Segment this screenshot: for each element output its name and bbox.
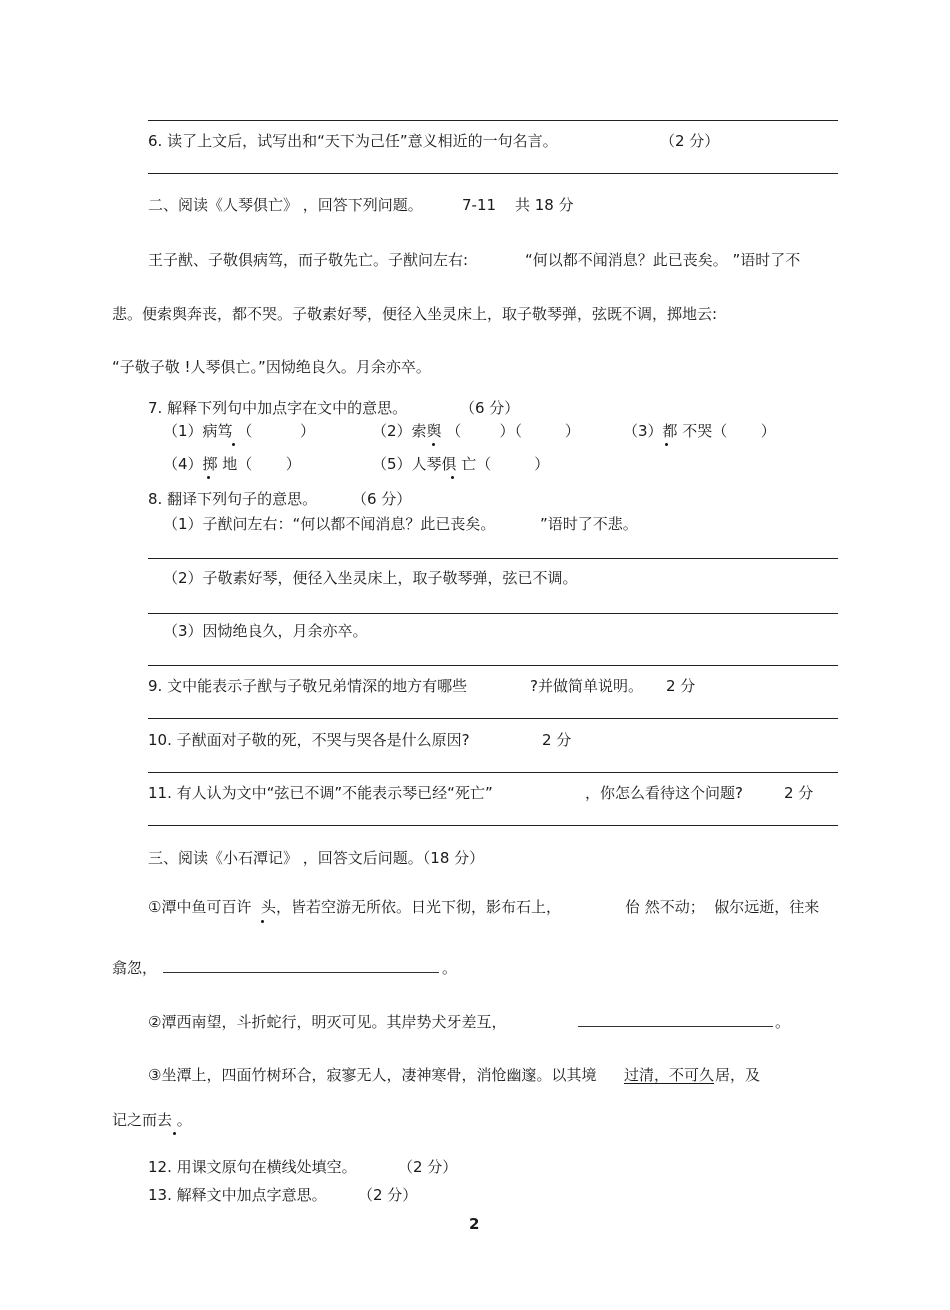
fill-blank[interactable] [578, 1026, 773, 1027]
answer-line [148, 558, 838, 559]
question-10: 10. 子猷面对子敬的死，不哭与哭各是什么原因? [148, 731, 470, 749]
passage-line: 王子猷、子敬俱病笃，而子敬先亡。子猷问左右: [148, 251, 469, 269]
question-7: 7. 解释下列句中加点字在文中的意思。 [148, 399, 408, 417]
passage-line: ②潭西南望，斗折蛇行，明灭可见。其岸势犬牙差互， [148, 1013, 507, 1031]
passage-line: 佁 然不动； 俶尔远逝，往来 [625, 898, 820, 916]
answer-line [148, 825, 838, 826]
emphasis-dot [665, 443, 668, 446]
q7-item: （2）索舆 （ ）（ ） [372, 422, 580, 440]
question-10-score: 2 分 [542, 731, 572, 749]
fill-blank[interactable] [163, 972, 439, 973]
q7-item: （1）病笃 （ ） [163, 422, 315, 440]
page-number: 2 [469, 1215, 480, 1233]
question-8-score: （6 分） [352, 490, 412, 508]
q8-item: ”语时了不悲。 [540, 515, 638, 533]
question-11-score: 2 分 [784, 784, 814, 802]
passage-line: “子敬子敬 !人琴俱亡。”因恸绝良久。月余亦卒。 [112, 358, 431, 376]
q7-item: （5）人琴俱 亡（ ） [372, 455, 550, 473]
question-12-score: （2 分） [398, 1158, 458, 1176]
passage-line: 记之而去 。 [112, 1111, 192, 1129]
answer-line [148, 173, 838, 174]
emphasis-dot [451, 476, 454, 479]
emphasis-dot [173, 1132, 176, 1135]
question-12: 12. 用课文原句在横线处填空。 [148, 1158, 357, 1176]
emphasis-dot [232, 443, 235, 446]
q8-item: （1）子猷问左右：“何以都不闻消息？此已丧矣。 [163, 515, 496, 533]
question-13: 13. 解释文中加点字意思。 [148, 1186, 327, 1204]
passage-line: ③坐潭上，四面竹树环合，寂寥无人，凄神寒骨，消怆幽邃。以其境 [148, 1066, 597, 1084]
question-13-score: （2 分） [358, 1186, 418, 1204]
passage-line: ①潭中鱼可百许 头，皆若空游无所依。日光下彻，影布石上， [148, 898, 561, 916]
question-8: 8. 翻译下列句子的意思。 [148, 490, 318, 508]
passage-punct: 。 [442, 959, 458, 977]
section-2-range: 7-11 [462, 196, 497, 214]
answer-line [148, 665, 838, 666]
q8-item: （2）子敬素好琴，便径入坐灵床上，取子敬琴弹，弦已不调。 [163, 569, 578, 587]
passage-line: 悲。便索舆奔丧，都不哭。子敬素好琴，便径入坐灵床上，取子敬琴弹，弦既不调，掷地云: [112, 305, 718, 323]
question-9-score: 2 分 [666, 677, 696, 695]
question-6-score: （2 分） [660, 132, 720, 150]
section-2-total: 共 18 分 [515, 196, 574, 214]
section-2-heading: 二、阅读《人琴俱亡》 ，回答下列问题。 [148, 196, 423, 214]
question-6: 6. 读了上文后，试写出和“天下为己任”意义相近的一句名言。 [148, 132, 558, 150]
answer-line [148, 718, 838, 719]
question-9: 9. 文中能表示子猷与子敬兄弟情深的地方有哪些 [148, 677, 468, 695]
answer-line [148, 772, 838, 773]
passage-line: 翕忽， [112, 959, 158, 977]
underlined-phrase: 过清，不可久 [624, 1066, 715, 1084]
answer-line [148, 613, 838, 614]
q7-item: （4）掷 地（ ） [163, 455, 301, 473]
passage-line: 居，及 [715, 1066, 761, 1084]
question-11: 11. 有人认为文中“弦已不调”不能表示琴已经“死亡” [148, 784, 493, 802]
emphasis-dot [261, 920, 264, 923]
question-11-tail: ，你怎么看待这个问题? [585, 784, 743, 802]
q8-item: （3）因恸绝良久，月余亦卒。 [163, 622, 368, 640]
emphasis-dot [207, 476, 210, 479]
section-3-heading: 三、阅读《小石潭记》 ，回答文后问题。（18 分） [148, 849, 485, 867]
passage-punct: 。 [775, 1013, 791, 1031]
question-9-tail: ?并做简单说明。 [530, 677, 643, 695]
q7-item: （3）都 不哭（ ） [623, 422, 776, 440]
answer-line [148, 120, 838, 121]
passage-line: “何以都不闻消息？此已丧矣。 ”语时了不 [525, 251, 801, 269]
question-7-score: （6 分） [460, 399, 520, 417]
emphasis-dot [432, 443, 435, 446]
